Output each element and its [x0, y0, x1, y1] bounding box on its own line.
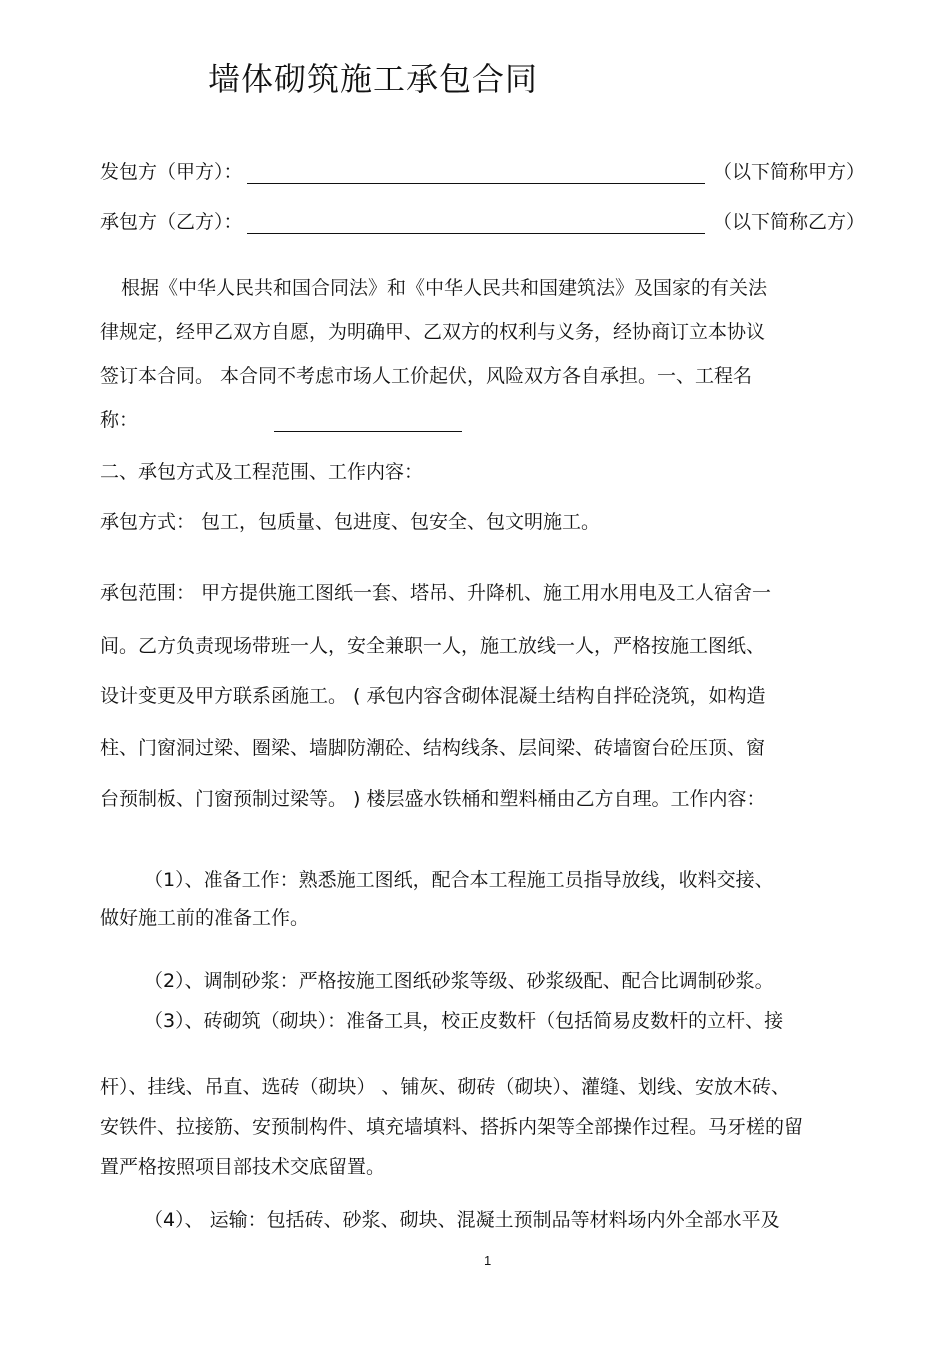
party-b-suffix: （以下简称乙方）: [712, 211, 865, 233]
scope-line-5: 台预制板、门窗预制过梁等。 ) 楼层盛水铁桶和塑料桶由乙方自理。工作内容：: [100, 788, 766, 810]
project-name-blank: [274, 411, 462, 432]
item3-line-4: 置严格按照项目部技术交底留置。: [100, 1156, 386, 1178]
contract-method: 承包方式： 包工，包质量、包进度、包安全、包文明施工。: [100, 511, 601, 533]
party-b-blank: [247, 213, 705, 234]
party-a-line: [100, 160, 865, 184]
item3-line-2: 杆）、挂线、吊直、选砖（砌块） 、铺灰、砌砖（砌块）、灌缝、划线、安放木砖、: [100, 1076, 791, 1098]
party-a-blank: [247, 163, 705, 184]
item1-line-1: （1）、准备工作：熟悉施工图纸，配合本工程施工员指导放线，收料交接、: [144, 869, 774, 891]
intro-line-4: [100, 408, 462, 432]
party-a-label: 发包方（甲方）：: [100, 161, 243, 183]
scope-line-2: 间。乙方负责现场带班一人，安全兼职一人，施工放线一人，严格按施工图纸、: [100, 635, 766, 657]
section2-heading: 二、承包方式及工程范围、工作内容：: [100, 461, 424, 483]
scope-line-3: 设计变更及甲方联系函施工。 ( 承包内容含砌体混凝土结构自拌砼浇筑，如构造: [100, 685, 766, 707]
party-a-suffix: （以下简称甲方）: [712, 161, 865, 183]
scope-line-4: 柱、门窗洞过梁、圈梁、墙脚防潮砼、结构线条、层间梁、砖墙窗台砼压顶、窗: [100, 737, 766, 759]
party-b-label: 承包方（乙方）：: [100, 211, 243, 233]
item4: （4）、 运输：包括砖、砂浆、砌块、混凝土预制品等材料场内外全部水平及: [144, 1209, 780, 1231]
item2: （2）、调制砂浆：严格按施工图纸砂浆等级、砂浆级配、配合比调制砂浆。: [144, 970, 774, 992]
item1-line-2: 做好施工前的准备工作。: [100, 907, 310, 929]
item3-line-1: （3）、砖砌筑（砌块）：准备工具，校正皮数杆（包括简易皮数杆的立杆、接: [144, 1010, 784, 1032]
document-title: 墙体砌筑施工承包合同: [208, 60, 539, 98]
page-number: 1: [484, 1253, 492, 1268]
item3-line-3: 安铁件、拉接筋、安预制构件、填充墙填料、搭拆内架等全部操作过程。马牙槎的留: [100, 1116, 804, 1138]
scope-line-1: 承包范围： 甲方提供施工图纸一套、塔吊、升降机、施工用水用电及工人宿舍一: [100, 582, 772, 604]
intro-line-1: 根据《中华人民共和国合同法》和《中华人民共和国建筑法》及国家的有关法: [121, 277, 768, 299]
party-b-line: [100, 210, 865, 234]
intro-line-3: 签订本合同。 本合同不考虑市场人工价起伏，风险双方各自承担。一、工程名: [100, 365, 753, 387]
project-name-label: 称：: [100, 409, 139, 431]
intro-line-2: 律规定，经甲乙双方自愿，为明确甲、乙双方的权利与义务，经协商订立本协议: [100, 321, 766, 343]
